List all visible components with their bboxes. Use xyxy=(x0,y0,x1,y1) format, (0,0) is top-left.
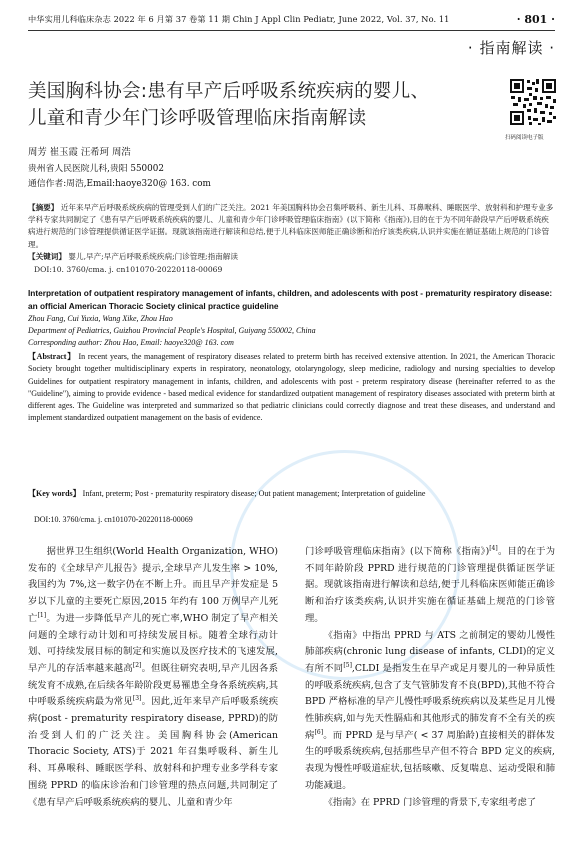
english-affiliation: Department of Pediatrics, Guizhou Provincial People's Hospital, Guiyang 550002, China xyxy=(28,326,316,335)
body-column-left xyxy=(28,544,278,811)
cn-abstract-text: 近年来早产后呼吸系统疾病的管理受到人们的广泛关注。2021 年美国胸科协会召集呼吸科、新生儿科、耳鼻喉科、睡眠医学、放射科和护理专业多学科专家共同制定了《患有早产后呼吸系统疾病的婴儿、儿童和青少年门诊呼吸管理临床指南》(以下简称《指南》),目的在于为不同年龄段早产后呼吸系统疾病进行规范的门诊管理提供循证医学证据。现就该指南进行解读和总结,便于儿科临床医师能正确诊断和治疗该类疾病,认识并实施在循证基础上规范的门诊管理。 xyxy=(28,203,554,249)
cn-keywords xyxy=(28,251,555,263)
article-title xyxy=(28,78,498,132)
body-paragraph: 据世界卫生组织(World Health Organization, WHO)发布的《全球早产儿报告》提示,全球早产儿发生率 > 10%,我国约为 7%,这一数字仍在不断上升。而且早产并发症是 5 岁以下儿童的主要死亡原因,2015 年约有 100 万例早产儿死亡[1]。为进一步降低早产儿的死亡率,WHO 制定了早产相关问题的全球行动计划和可持续发展目标。随着全球行动计划、可持续发展目标的制定和实施以及医疗技术的飞速发展,早产儿的存活率越来越高[2]。但既往研究表明,早产儿因各系统发育不成熟,在后续各年龄阶段更易罹患全身各系统疾病,其中呼吸系统疾病最为常见[3]。因此,近年来早产后呼吸系统疾病(post - prematurity respiratory disease, PPRD)的防治受到人们的广泛关注。美国胸科协会(American Thoracic Society, ATS)于 2021 年召集呼吸科、新生儿科、耳鼻喉科、睡眠医学科、放射科和护理专业多学科专家围绕 PPRD 的临床诊治和门诊管理的热点问题,共同制定了《患有早产后呼吸系统疾病的婴儿、儿童和青少年 xyxy=(28,546,278,808)
cn-keywords-text: 婴儿,早产;早产后呼吸系统疾病;门诊管理;指南解读 xyxy=(68,252,238,261)
body-paragraph: 《指南》中指出 PPRD 与 ATS 之前制定的婴幼儿慢性肺部疾病(chronic lung disease of infants, CLDI)的定义有所不同[5],CLDI 是指发生在早产或足月婴儿的一种异质性的呼吸系统疾病,包含了支气管肺发育不良(BPD),其他不符合 BPD 严格标准的早产儿慢性呼吸系统疾病以及某些足月儿慢性肺疾病,如与先天性膈疝和其他形式的肺发育不全有关的疾病[6]。而 PPRD 是与早产( < 37 周胎龄)直接相关的群体发生的呼吸系统疾病,包括那些早产但不符合 BPD 定义的疾病,表现为慢性呼吸道症状,包括咳嗽、反复喘息、运动受限和肺功能减退。 xyxy=(305,629,555,791)
citation-ref: [5] xyxy=(343,661,352,669)
title-line-2: 儿童和青少年门诊呼吸管理临床指南解读 xyxy=(28,108,367,129)
citation-ref: [2] xyxy=(132,661,142,669)
english-abstract-text: In recent years, the management of respiratory diseases related to preterm birth has received extensive attention. In 2021, the American Thoracic Society brought together multidisciplinary experts in respiratory, neonatology, otolaryngology, sleep medicine, radiology and nursing specialties to develop Guidelines for outpatient respiratory management in infants, children, and adolescents with post - preterm respiratory disease (hereinafter referred to as the "Guideline"), aiming to provide evidence - based medical evidence for standardized outpatient management of respiratory diseases associated with preterm birth at different ages. The Guideline was interpreted and summarized so that pediatric clinicians could correctly diagnose and treat these diseases, and understand and implement standardized outpatient management on the basis of evidence. xyxy=(28,352,555,423)
english-doi: DOI:10. 3760/cma. j. cn101070-20220118-00069 xyxy=(34,515,193,524)
body-paragraph: 《指南》在 PPRD 门诊管理的背景下,专家组考虑了 xyxy=(323,796,537,808)
citation-ref: [3] xyxy=(132,695,142,703)
body-column-right xyxy=(305,544,555,811)
cn-keywords-label: 【关键词】 xyxy=(28,252,66,261)
affiliation: 贵州省人民医院儿科,贵阳 550002 xyxy=(28,164,164,174)
section-label: · 指南解读 · xyxy=(467,39,555,57)
english-title: Interpretation of outpatient respiratory management of infants, children, and adolescents with post - prematurity respiratory disease: an official American Thoracic Society clinical practice guideline xyxy=(28,288,553,311)
english-abstract xyxy=(28,351,555,425)
english-keywords-text: Infant, preterm; Post - prematurity respiratory disease; Out patient management; Interpretation of guideline xyxy=(82,489,426,498)
title-line-1: 美国胸科协会:患有早产后呼吸系统疾病的婴儿、 xyxy=(28,81,430,102)
english-keywords-label: 【Key words】 xyxy=(28,489,81,498)
cn-abstract-label: 【摘要】 xyxy=(28,203,59,212)
cn-doi: DOI:10. 3760/cma. j. cn101070-20220118-00069 xyxy=(34,265,223,274)
running-head: 中华实用儿科临床杂志 2022 年 6 月第 37 卷第 11 期 Chin J Appl Clin Pediatr, June 2022, Vol. 37, No. 11 xyxy=(28,14,450,24)
authors: 周芳 崔玉霞 汪希珂 周浩 xyxy=(28,147,131,158)
header-rule xyxy=(28,30,555,31)
page-number: · 801 · xyxy=(516,13,555,26)
english-correspondence: Corresponding author: Zhou Hao, Email: haoye320@ 163. com xyxy=(28,338,234,347)
body-paragraph: 门诊呼吸管理临床指南》(以下简称《指南》)[4]。目的在于为不同年龄阶段 PPRD 进行规范的门诊管理提供循证医学证据。现就该指南进行解读和总结,便于儿科临床医师能正确诊断和治疗该类疾病,认识并实施在循证基础上规范的门诊管理。 xyxy=(305,544,555,624)
correspondence: 通信作者:周浩,Email:haoye320@ 163. com xyxy=(28,179,211,189)
citation-ref: [1] xyxy=(37,611,47,619)
english-authors: Zhou Fang, Cui Yuxia, Wang Xike, Zhou Hao xyxy=(28,314,173,323)
citation-ref: [6] xyxy=(314,728,324,736)
cn-abstract xyxy=(28,202,555,251)
english-abstract-label: 【Abstract】 xyxy=(28,352,76,361)
citation-ref: [4] xyxy=(489,544,498,552)
qr-caption: 扫码阅读电子版 xyxy=(505,135,544,141)
qr-code-icon xyxy=(509,74,557,130)
